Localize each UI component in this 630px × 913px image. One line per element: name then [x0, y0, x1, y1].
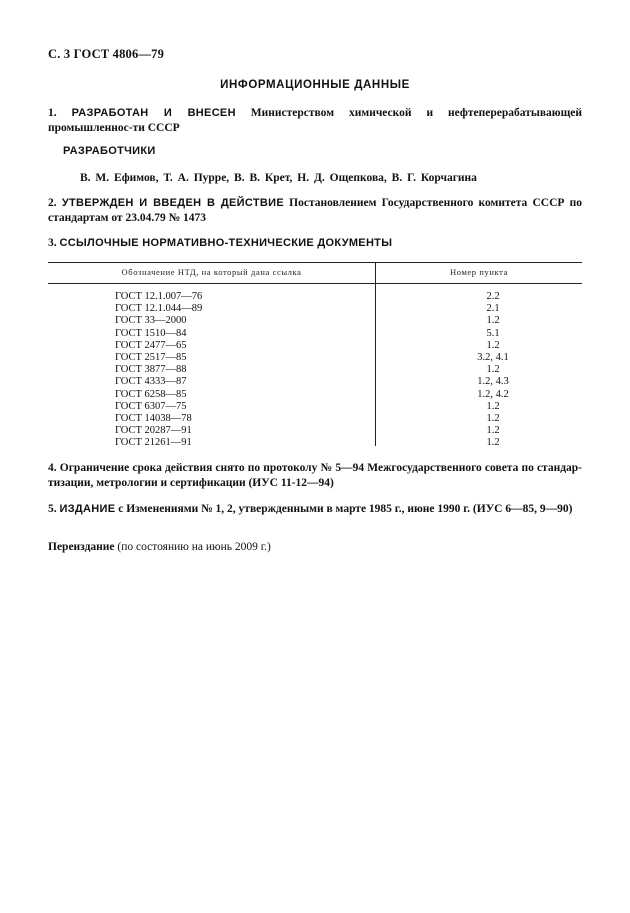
section-3	[48, 236, 582, 251]
section-5-number: 5.	[48, 503, 57, 515]
section-2-lead: УТВЕРЖДЕН И ВВЕДЕН В ДЕЙСТВИЕ	[61, 197, 284, 209]
table-cell-document: ГОСТ 2477—65	[115, 339, 187, 351]
section-4	[48, 461, 582, 491]
table-cell-document: ГОСТ 6258—85	[115, 388, 187, 400]
table-cell-document: ГОСТ 4333—87	[115, 376, 187, 388]
table-header-document: Обозначение НТД, на который дана ссылка	[121, 267, 302, 277]
section-4-text: Ограничение срока действия снято по протоколу № 5—94 Межгосударственного совета по стандар-тизации, метрологии и сертификации (ИУС 11-12—94)	[48, 462, 583, 489]
table-cell-clause: 1.2	[486, 364, 500, 376]
table-cell-document: ГОСТ 20287—91	[115, 425, 192, 437]
table-cell-clause: 1.2	[486, 400, 500, 412]
table-row	[48, 425, 582, 437]
section-2-text: Постановлением Государственного комитета СССР по стандартам от 23.04.79 № 1473	[48, 197, 583, 224]
table-cell-document: ГОСТ 14038—78	[115, 412, 192, 424]
section-1-text: Министерством химической и нефтеперерабатывающей промышленнос-ти СССР	[48, 107, 583, 134]
section-1	[48, 106, 582, 136]
table-cell-document: ГОСТ 33—2000	[115, 315, 187, 327]
table-row	[48, 389, 582, 401]
table-cell-clause: 1.2, 4.2	[477, 388, 509, 400]
table-header-row	[48, 262, 582, 284]
section-5-lead: ИЗДАНИЕ	[59, 503, 116, 515]
table-row	[48, 291, 582, 303]
section-4-number: 4.	[48, 462, 57, 474]
table-cell-clause: 1.2	[486, 412, 500, 424]
table-cell-document: ГОСТ 6307—75	[115, 400, 187, 412]
section-3-lead: ССЫЛОЧНЫЕ НОРМАТИВНО-ТЕХНИЧЕСКИЕ ДОКУМЕНТЫ	[59, 237, 393, 249]
table-row	[48, 340, 582, 352]
table-cell-clause: 2.2	[486, 291, 500, 302]
page-title: ИНФОРМАЦИОННЫЕ ДАННЫЕ	[220, 79, 410, 91]
table-row	[48, 437, 582, 449]
table-cell-clause: 2.1	[486, 303, 500, 315]
reissue-text: (по состоянию на июнь 2009 г.)	[117, 541, 271, 553]
table-cell-clause: 1.2	[486, 425, 500, 437]
table-row	[48, 376, 582, 388]
table-cell-clause: 5.1	[486, 327, 500, 339]
table-cell-document: ГОСТ 1510—84	[115, 327, 187, 339]
table-header-clause: Номер пункта	[450, 267, 508, 277]
section-5-text: с Изменениями № 1, 2, утвержденными в марте 1985 г., июне 1990 г. (ИУС 6—85, 9—90)	[118, 503, 573, 515]
developers-names: В. М. Ефимов, Т. А. Пурре, В. В. Крет, Н. Д. Ощепкова, В. Г. Корчагина	[80, 172, 477, 184]
table-cell-document: ГОСТ 3877—88	[115, 364, 187, 376]
table-row	[48, 364, 582, 376]
section-3-number: 3.	[48, 237, 57, 249]
table-cell-clause: 1.2	[486, 339, 500, 351]
table-cell-document: ГОСТ 12.1.007—76	[115, 291, 203, 302]
developers-heading: РАЗРАБОТЧИКИ	[63, 145, 156, 157]
section-1-number: 1.	[48, 107, 57, 119]
table-cell-document: ГОСТ 21261—91	[115, 437, 192, 449]
reissue-note	[48, 541, 271, 553]
table-cell-clause: 1.2, 4.3	[477, 376, 509, 388]
section-1-lead: РАЗРАБОТАН И ВНЕСЕН	[71, 107, 236, 119]
section-2	[48, 196, 582, 226]
table-cell-document: ГОСТ 12.1.044—89	[115, 303, 203, 315]
table-row	[48, 315, 582, 327]
section-2-number: 2.	[48, 197, 57, 209]
table-row	[48, 303, 582, 315]
table-body	[48, 284, 582, 449]
table-row	[48, 401, 582, 413]
table-cell-document: ГОСТ 2517—85	[115, 351, 187, 363]
page-header: С. 3 ГОСТ 4806—79	[48, 47, 165, 61]
table-cell-clause: 1.2	[486, 437, 500, 449]
table-row	[48, 352, 582, 364]
references-table	[48, 262, 582, 449]
section-5	[48, 502, 582, 517]
table-row	[48, 413, 582, 425]
reissue-lead: Переиздание	[48, 541, 115, 553]
table-row	[48, 328, 582, 340]
table-cell-clause: 3.2, 4.1	[477, 351, 509, 363]
table-cell-clause: 1.2	[486, 315, 500, 327]
